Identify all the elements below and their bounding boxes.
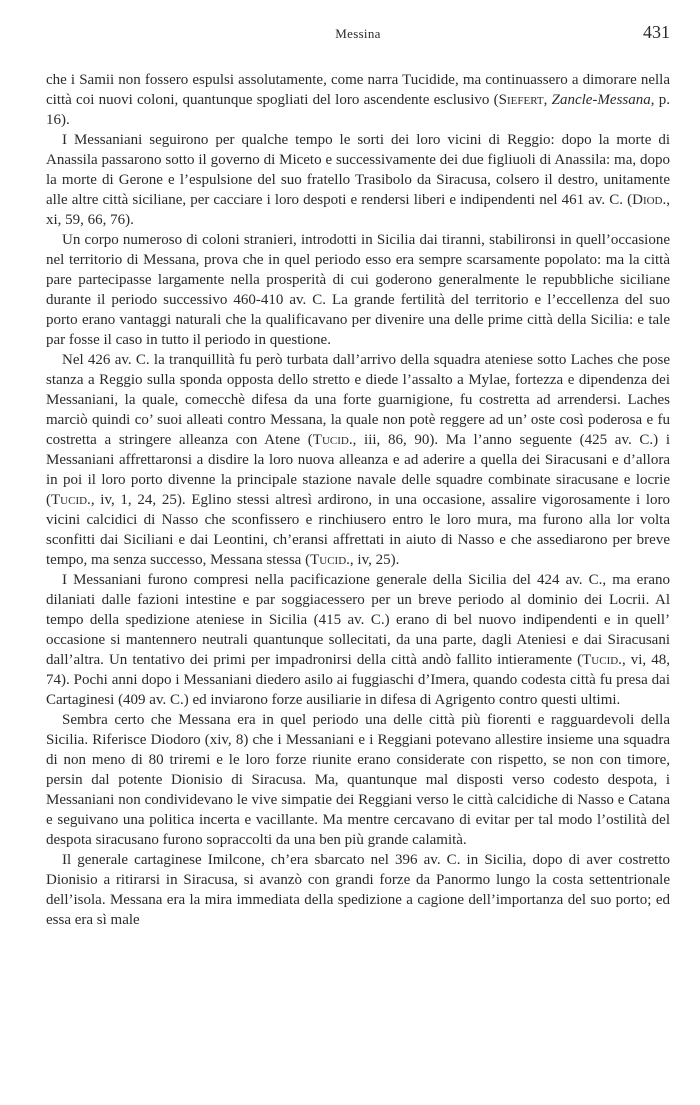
citation-author: Tucid.: [582, 652, 622, 668]
paragraph: [46, 70, 670, 130]
paragraph: [46, 350, 670, 570]
paragraph: [46, 230, 670, 350]
text-run: Il generale cartaginese Imilcone, ch’era sbarcato nel 396 av. C. in Sicilia, dopo di aver costretto Dionisio a ritirarsi in Siracusa, si avanzò con grandi forze da Panormo lungo la costa settentrionale dell’isola. Messana era la mira immediata della spedizione a cagione dell’importanza del suo porto; ed essa era sì male: [46, 852, 670, 928]
citation-author: Siefert: [498, 92, 544, 108]
text-run: che i Samii non fossero espulsi assolutamente, come narra Tucidide, ma continuassero a dimorare nella città coi nuovi coloni, quantunque spogliati del loro ascendente esclusivo (: [46, 72, 670, 108]
text-run: , iv, 1, 24, 25). Eglino stessi altresì ardirono, in una occasione, assalire vigorosamente i loro vicini calcidici di Nasso che sconfissero e rinchiusero entro le loro mura, ma furono alla lor volta sconfitti dai Siciliani e dai Leontini, ch’eransi affrettati in aiuto di Nasso e che assediarono per breve tempo, ma senza successo, Messana stessa (: [46, 492, 670, 568]
text-run: , iii, 86, 90). Ma l’anno seguente (425 av. C.) i Messaniani affrettaronsi a disdire la loro nuova alleanza e ad aderire a quella dei Siracusani e d’allora in poi il loro porto divenne la principale stazione navale delle squadre combinate siracusane e locrie (: [46, 432, 670, 508]
text-run: , vi, 48, 74). Pochi anni dopo i Messaniani diedero asilo ai fuggiaschi d’Imera, quando codesta città fu presa dai Cartaginesi (409 av. C.) ed inviarono forze ausiliarie in difesa di Agrigento contro questi ultimi.: [46, 652, 671, 708]
text-run: Nel 426 av. C. la tranquillità fu però turbata dall’arrivo della squadra ateniese sotto Laches che pose stanza a Reggio sulla sponda opposta dello stretto e diede l’assalto a Mylae, fortezza e dipendenza dei Messaniani, la quale, comecchè difesa da una forte guarnigione, fu costretta ad arrendersi. Laches marciò quindi co’ suoi alleati contro Messana, la quale non potè reggere ad un’ oste così poderosa e fu costretta a stringere alleanza con Atene (: [46, 352, 670, 448]
paragraph: [46, 850, 670, 930]
page-number: 431: [643, 22, 670, 42]
citation-author: Tucid.: [312, 432, 353, 448]
text-run: Sembra certo che Messana era in quel periodo una delle città più fiorenti e ragguardevoli della Sicilia. Riferisce Diodoro (xiv, 8) che i Messaniani e i Reggiani potevano allestire insieme una squadra di non meno di 80 triremi e le loro forze riunite erano considerate con rispetto, se non con timore, persin dal potente Dionisio di Siracusa. Ma, quantunque mal disposti verso codesto despota, i Messaniani non condividevano le vive simpatie dei Reggiani verso le città calcidiche di Nasso e Catana e seguivano una politica incerta e vacillante. Ma mentre cercavano di evitar per tal modo l’ostilità del despota siracusano furono sopraccolti da una ben più grande calamità.: [46, 712, 670, 848]
text-run: I Messaniani furono compresi nella pacificazione generale della Sicilia del 424 av. C., ma erano dilaniati dalle fazioni intestine e par soggiacessero per un breve periodo al dominio dei Locrii. Al tempo della spedizione ateniese in Sicilia (415 av. C.) erano di bel nuovo indipendenti e in quell’ occasione si mantennero neutrali quantunque sollecitati, da una parte, dagli Ateniesi e dai Siracusani dall’altra. Un tentativo dei primi per impadronirsi della città andò fallito intieramente (: [46, 572, 670, 668]
text-run: , xi, 59, 66, 76).: [46, 192, 670, 228]
paragraph: [46, 570, 670, 710]
text-run: ,: [543, 92, 552, 108]
text-run: , iv, 25).: [349, 552, 400, 568]
citation-title: Zancle-Messana: [551, 92, 651, 108]
citation-author: Tucid.: [310, 552, 350, 568]
paragraph: [46, 710, 670, 850]
text-run: Un corpo numeroso di coloni stranieri, introdotti in Sicilia dai tiranni, stabilironsi in quell’occasione nel territorio di Messana, prova che in quel periodo esso era sempre scarsamente popolato: ma la città pare partecipasse largamente nella prosperità di cui goderono generalmente le repubbliche siciliane durante il periodo successivo 460-410 av. C. La grande fertilità del territorio e l’eccellenza del suo porto erano vantaggi naturali che la qualificavano per divenire una delle prime città della Sicilia: e tale par fosse il caso in tutto il periodo in questione.: [46, 232, 670, 348]
citation-author: Tucid.: [51, 492, 91, 508]
text-run: I Messaniani seguirono per qualche tempo le sorti dei loro vicini di Reggio: dopo la morte di Anassila passarono sotto il governo di Miceto e successivamente dei due figliuoli di Anassila: ma, dopo la morte di Gerone e l’espulsione del suo fratello Trasibolo da Siracusa, colsero il destro, unitamente alle altre città siciliane, per cacciare i loro despoti e rendersi liberi e indipendenti nel 461 av. C. (: [46, 132, 670, 208]
paragraph: [46, 130, 670, 230]
citation-author: Diod.: [632, 192, 667, 208]
running-title: Messina: [335, 26, 381, 41]
body-text: [46, 70, 670, 930]
running-header: [46, 20, 670, 46]
text-run: , p. 16).: [46, 92, 670, 128]
